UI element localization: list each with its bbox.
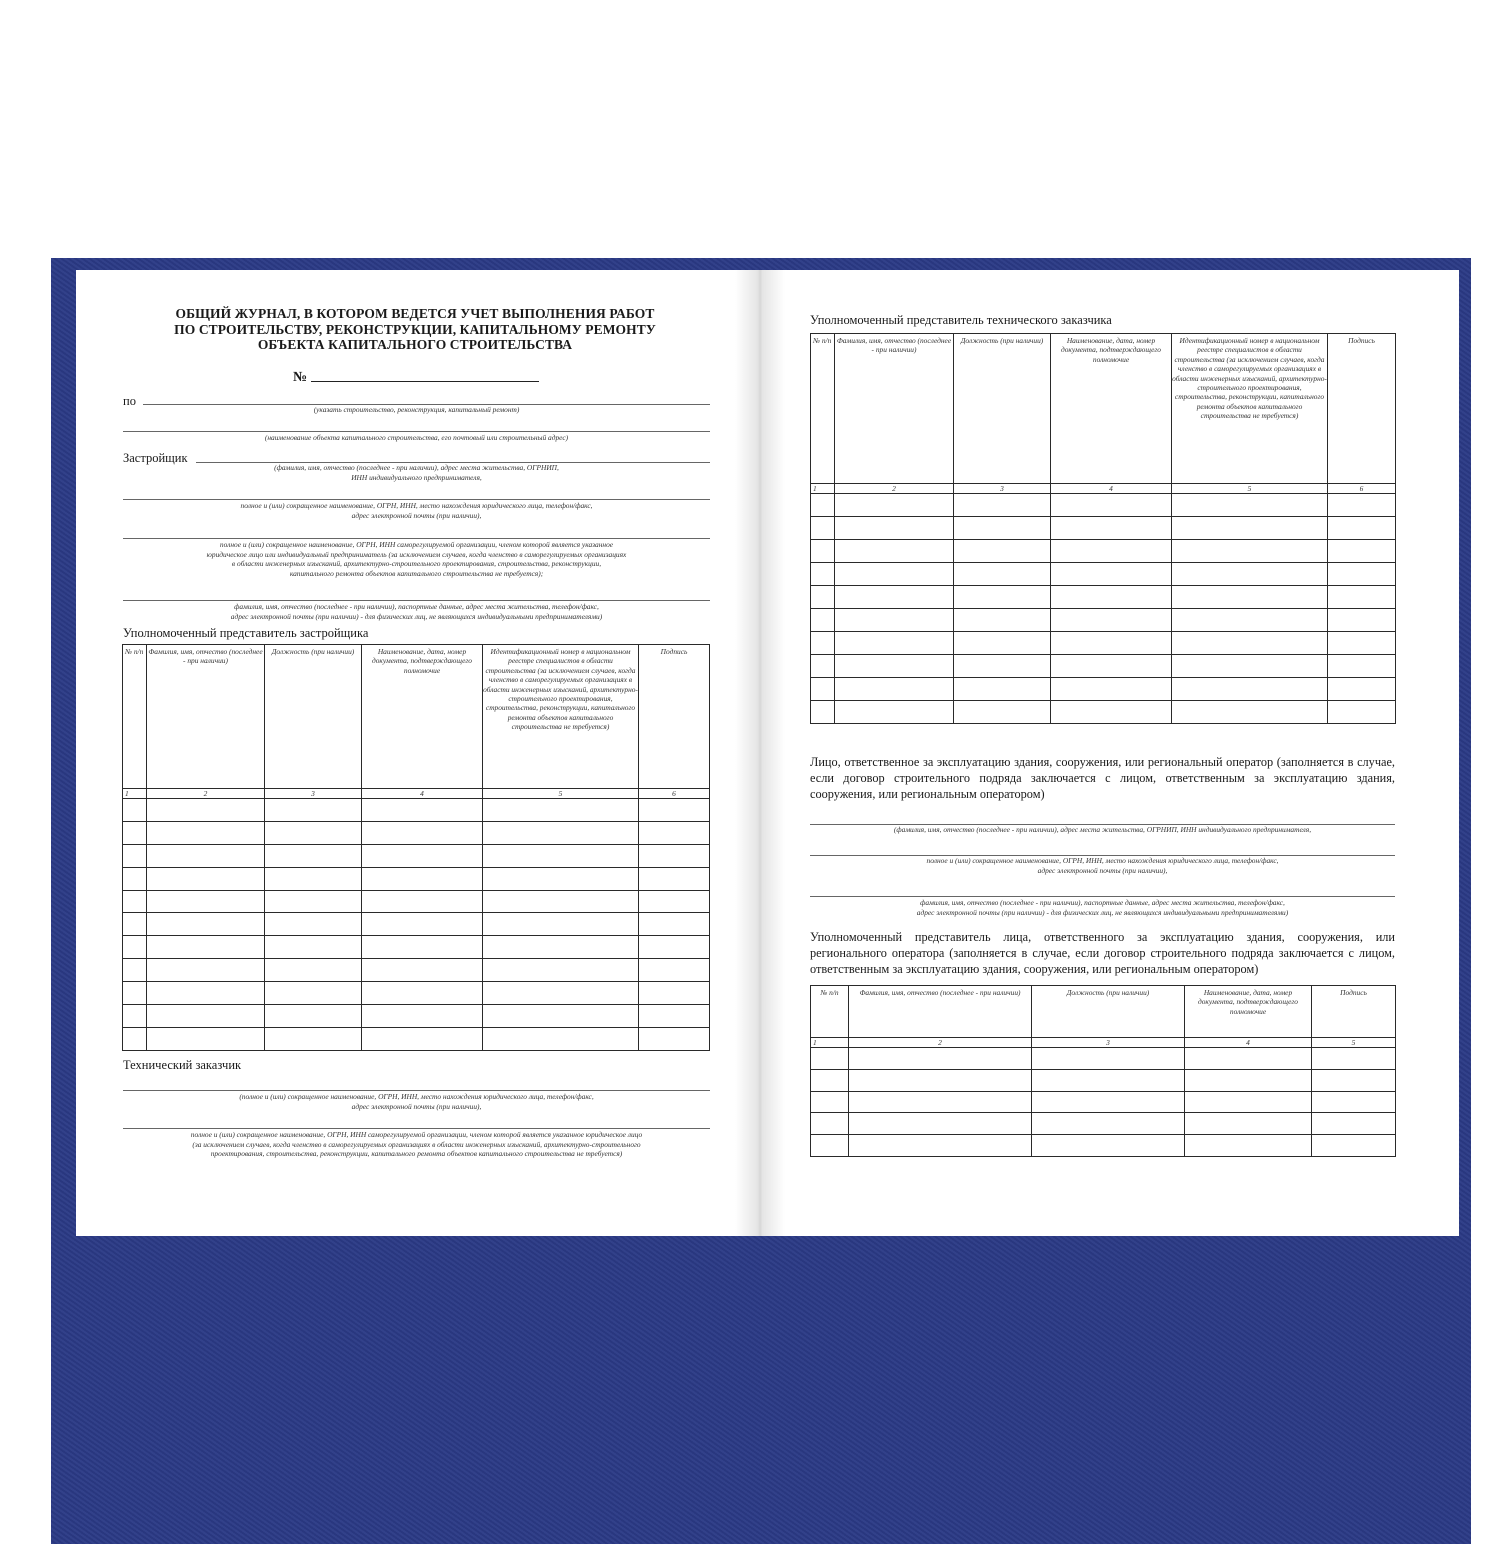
col-document-header: Наименование, дата, номер документа, подтверждающего полномочие bbox=[362, 645, 483, 789]
table-header-row bbox=[811, 986, 1396, 1038]
table-cell[interactable] bbox=[811, 609, 835, 632]
col-id-header: Идентификационный номер в национальном реестре специалистов в области строительства (за исключением случаев, когда членство в саморегулируемых организациях в области инженерных изысканий, архитектурно-строительного проектирования, строительства, реконструкции, капитального ремонта объектов капитального строительства не требуется) bbox=[1172, 334, 1328, 484]
table-cell[interactable] bbox=[362, 799, 483, 822]
table-row bbox=[811, 586, 1396, 609]
table-cell[interactable] bbox=[362, 1005, 483, 1028]
table-cell[interactable] bbox=[265, 799, 362, 822]
table-cell[interactable] bbox=[362, 913, 483, 936]
table-cell[interactable] bbox=[835, 701, 954, 724]
col-fio-header: Фамилия, имя, отчество (последнее - при наличии) bbox=[835, 334, 954, 484]
tech-rep-body bbox=[811, 494, 1396, 724]
col-document-header: Наименование, дата, номер документа, подтверждающего полномочие bbox=[1185, 986, 1312, 1038]
table-cell[interactable] bbox=[849, 1091, 1032, 1113]
table-cell[interactable] bbox=[639, 821, 710, 844]
zastr-sro-caption-4: капитального ремонта объектов капитального строительства не требуется); bbox=[289, 568, 544, 578]
table-cell[interactable] bbox=[1051, 678, 1172, 701]
table-cell[interactable] bbox=[1032, 1048, 1185, 1070]
table-cell[interactable] bbox=[1051, 540, 1172, 563]
table-cell[interactable] bbox=[123, 821, 147, 844]
operator-caption-1: (фамилия, имя, отчество (последнее - при наличии), адрес места жительства, ОГРНИП, ИНН индивидуального предпринимателя, bbox=[893, 825, 1312, 834]
table-cell[interactable] bbox=[362, 890, 483, 913]
operator-caption-4: фамилия, имя, отчество (последнее - при наличии), паспортные данные, адрес места жительства, телефон/факс, bbox=[920, 898, 1285, 907]
object-caption: (наименование объекта капитального строительства, его почтовый или строительный адрес) bbox=[264, 433, 569, 442]
table-cell[interactable] bbox=[811, 1091, 849, 1113]
table-cell[interactable] bbox=[1172, 678, 1328, 701]
table-row bbox=[123, 799, 710, 822]
table-cell[interactable] bbox=[811, 1048, 849, 1070]
table-cell[interactable] bbox=[811, 494, 835, 517]
col-num-header: № п/п bbox=[811, 334, 835, 484]
table-cell[interactable] bbox=[1328, 655, 1396, 678]
table-cell[interactable] bbox=[265, 982, 362, 1005]
col-signature-index: 5 bbox=[1312, 1038, 1396, 1048]
col-position-header: Должность (при наличии) bbox=[265, 645, 362, 789]
col-position-index: 3 bbox=[954, 484, 1051, 494]
table-cell[interactable] bbox=[811, 1135, 849, 1157]
table-cell[interactable] bbox=[1328, 494, 1396, 517]
table-cell[interactable] bbox=[1172, 609, 1328, 632]
operator-rep-paragraph: Уполномоченный представитель лица, ответственного за эксплуатацию здания, сооружения, или регионального оператора (заполняется в случае, если договор строительного подряда заключается с лицом, ответственным за эксплуатацию здания, сооружения, или региональным оператором) bbox=[810, 930, 1395, 976]
table-cell[interactable] bbox=[835, 563, 954, 586]
table-cell[interactable] bbox=[835, 494, 954, 517]
table-cell[interactable] bbox=[639, 844, 710, 867]
table-cell[interactable] bbox=[639, 867, 710, 890]
table-cell[interactable] bbox=[811, 678, 835, 701]
table-cell[interactable] bbox=[147, 936, 265, 959]
table-cell[interactable] bbox=[1328, 678, 1396, 701]
table-cell[interactable] bbox=[123, 959, 147, 982]
table-cell[interactable] bbox=[835, 678, 954, 701]
table-number-row bbox=[811, 484, 1396, 494]
col-fio-index: 2 bbox=[849, 1038, 1032, 1048]
po-caption: (указать строительство, реконструкция, капитальный ремонт) bbox=[313, 405, 520, 414]
table-cell[interactable] bbox=[362, 959, 483, 982]
table-number-row bbox=[811, 1038, 1396, 1048]
table-cell[interactable] bbox=[811, 632, 835, 655]
col-num-index: 1 bbox=[811, 1038, 849, 1048]
col-position-header: Должность (при наличии) bbox=[954, 334, 1051, 484]
table-cell[interactable] bbox=[147, 982, 265, 1005]
table-cell[interactable] bbox=[483, 890, 639, 913]
table-cell[interactable] bbox=[954, 563, 1051, 586]
table-cell[interactable] bbox=[639, 959, 710, 982]
table-cell[interactable] bbox=[123, 913, 147, 936]
zastr-sro-caption-1: полное и (или) сокращенное наименование, ОГРН, ИНН саморегулируемой организации, членом которой является указанное bbox=[219, 540, 614, 549]
table-cell[interactable] bbox=[639, 1027, 710, 1050]
table-cell[interactable] bbox=[954, 540, 1051, 563]
table-cell[interactable] bbox=[1312, 1135, 1396, 1157]
table-cell[interactable] bbox=[362, 821, 483, 844]
table-cell[interactable] bbox=[1312, 1113, 1396, 1135]
operator-paragraph: Лицо, ответственное за эксплуатацию здания, сооружения, или региональный оператор (заполняется в случае, если договор строительного подряда заключается с лицом, ответственным за эксплуатацию здания, сооружения, или региональным оператором) bbox=[810, 755, 1395, 801]
table-cell[interactable] bbox=[147, 844, 265, 867]
operator-caption-2: полное и (или) сокращенное наименование, ОГРН, ИНН, место нахождения юридического лица, телефон/факс, bbox=[926, 856, 1279, 865]
table-cell[interactable] bbox=[1185, 1113, 1312, 1135]
tech-rep-title: Уполномоченный представитель технического заказчика bbox=[810, 313, 1112, 327]
table-cell[interactable] bbox=[1328, 632, 1396, 655]
table-cell[interactable] bbox=[147, 821, 265, 844]
operator-caption-3: адрес электронной почты (при наличии), bbox=[1037, 865, 1168, 875]
table-cell[interactable] bbox=[835, 517, 954, 540]
table-cell[interactable] bbox=[483, 1005, 639, 1028]
title-line-2: ПО СТРОИТЕЛЬСТВУ, РЕКОНСТРУКЦИИ, КАПИТАЛЬНОМУ РЕМОНТУ bbox=[174, 321, 656, 337]
table-cell[interactable] bbox=[1312, 1069, 1396, 1091]
table-cell[interactable] bbox=[954, 632, 1051, 655]
table-row bbox=[811, 1135, 1396, 1157]
col-signature-header: Подпись bbox=[639, 645, 710, 789]
col-position-header: Должность (при наличии) bbox=[1032, 986, 1185, 1038]
table-cell[interactable] bbox=[1051, 632, 1172, 655]
table-cell[interactable] bbox=[954, 678, 1051, 701]
table-row bbox=[123, 913, 710, 936]
tech-customer-sro-caption-2: (за исключением случаев, когда членство в саморегулируемых организациях в области инженерных изысканий, архитектурно-строительного bbox=[192, 1139, 641, 1149]
table-cell[interactable] bbox=[811, 540, 835, 563]
table-cell[interactable] bbox=[639, 1005, 710, 1028]
table-cell[interactable] bbox=[1172, 517, 1328, 540]
journal-title bbox=[120, 306, 710, 353]
zastr-sro-caption-2: юридическое лицо или индивидуальный предприниматель (за исключением случаев, когда членство в саморегулируемых организациях bbox=[206, 549, 627, 559]
table-cell[interactable] bbox=[1312, 1091, 1396, 1113]
table-cell[interactable] bbox=[123, 890, 147, 913]
col-signature-header: Подпись bbox=[1312, 986, 1396, 1038]
table-cell[interactable] bbox=[811, 1113, 849, 1135]
table-cell[interactable] bbox=[835, 609, 954, 632]
table-cell[interactable] bbox=[483, 821, 639, 844]
col-signature-index: 6 bbox=[1328, 484, 1396, 494]
table-cell[interactable] bbox=[1185, 1048, 1312, 1070]
col-fio-index: 2 bbox=[835, 484, 954, 494]
col-signature-header: Подпись bbox=[1328, 334, 1396, 484]
table-cell[interactable] bbox=[835, 540, 954, 563]
table-cell[interactable] bbox=[835, 586, 954, 609]
table-row bbox=[811, 609, 1396, 632]
table-number-row bbox=[123, 789, 710, 799]
operator-phys-field[interactable] bbox=[810, 896, 1395, 897]
table-cell[interactable] bbox=[123, 936, 147, 959]
zastr-phys-caption-2: адрес электронной почты (при наличии) - для физических лиц, не являющихся индивидуальными предпринимателями) bbox=[230, 611, 603, 621]
col-id-header: Идентификационный номер в национальном реестре специалистов в области строительства (за исключением случаев, когда членство в саморегулируемых организациях в области инженерных изысканий, архитектурно-строительного проектирования, строительства, реконструкции, капитального ремонта объектов капитального строительства не требуется) bbox=[483, 645, 639, 789]
journal-number-field[interactable] bbox=[311, 381, 539, 382]
operator-phys-caption bbox=[810, 898, 1395, 917]
table-row bbox=[123, 890, 710, 913]
table-cell[interactable] bbox=[639, 799, 710, 822]
table-cell[interactable] bbox=[483, 867, 639, 890]
po-label: по bbox=[123, 394, 136, 408]
table-cell[interactable] bbox=[147, 867, 265, 890]
tech-rep-table bbox=[810, 333, 1396, 724]
table-cell[interactable] bbox=[1032, 1091, 1185, 1113]
table-cell[interactable] bbox=[1172, 701, 1328, 724]
table-cell[interactable] bbox=[147, 799, 265, 822]
table-cell[interactable] bbox=[1051, 609, 1172, 632]
table-cell[interactable] bbox=[811, 517, 835, 540]
table-row bbox=[811, 655, 1396, 678]
tech-customer-sro-caption-3: проектирования, строительства, реконструкции, капитального ремонта объектов капитального строительства не требуется) bbox=[210, 1149, 623, 1159]
table-cell[interactable] bbox=[1328, 517, 1396, 540]
table-cell[interactable] bbox=[811, 586, 835, 609]
table-cell[interactable] bbox=[835, 632, 954, 655]
table-cell[interactable] bbox=[265, 1005, 362, 1028]
table-row bbox=[811, 494, 1396, 517]
table-row bbox=[811, 1048, 1396, 1070]
table-cell[interactable] bbox=[811, 1069, 849, 1091]
table-row bbox=[123, 936, 710, 959]
col-fio-header: Фамилия, имя, отчество (последнее - при наличии) bbox=[849, 986, 1032, 1038]
table-cell[interactable] bbox=[849, 1048, 1032, 1070]
table-cell[interactable] bbox=[1185, 1069, 1312, 1091]
zastr-caption bbox=[123, 463, 710, 482]
title-line-3: ОБЪЕКТА КАПИТАЛЬНОГО СТРОИТЕЛЬСТВА bbox=[257, 337, 573, 352]
table-cell[interactable] bbox=[483, 913, 639, 936]
table-cell[interactable] bbox=[1032, 1113, 1185, 1135]
table-cell[interactable] bbox=[483, 844, 639, 867]
table-row bbox=[811, 563, 1396, 586]
table-cell[interactable] bbox=[265, 821, 362, 844]
col-num-index: 1 bbox=[811, 484, 835, 494]
table-row bbox=[123, 959, 710, 982]
col-document-header: Наименование, дата, номер документа, подтверждающего полномочие bbox=[1051, 334, 1172, 484]
zastr-legal-field[interactable] bbox=[123, 499, 710, 500]
table-row bbox=[123, 867, 710, 890]
zastr-rep-body bbox=[123, 799, 710, 1051]
table-cell[interactable] bbox=[265, 867, 362, 890]
tech-customer-title: Технический заказчик bbox=[123, 1058, 242, 1072]
table-cell[interactable] bbox=[1051, 517, 1172, 540]
table-cell[interactable] bbox=[1172, 540, 1328, 563]
table-cell[interactable] bbox=[639, 890, 710, 913]
zastr-sro-caption bbox=[123, 540, 710, 578]
zastr-rep-title: Уполномоченный представитель застройщика bbox=[123, 626, 369, 640]
table-row bbox=[123, 1005, 710, 1028]
table-cell[interactable] bbox=[147, 890, 265, 913]
operator-rep-table bbox=[810, 985, 1396, 1157]
table-cell[interactable] bbox=[811, 701, 835, 724]
table-cell[interactable] bbox=[954, 701, 1051, 724]
table-cell[interactable] bbox=[362, 1027, 483, 1050]
table-cell[interactable] bbox=[1312, 1048, 1396, 1070]
table-cell[interactable] bbox=[639, 982, 710, 1005]
table-cell[interactable] bbox=[123, 799, 147, 822]
table-cell[interactable] bbox=[123, 982, 147, 1005]
zastr-sro-caption-3: в области инженерных изысканий, архитектурно-строительного проектирования, строительства, реконструкции, bbox=[231, 559, 602, 569]
table-cell[interactable] bbox=[123, 867, 147, 890]
table-cell[interactable] bbox=[483, 1027, 639, 1050]
table-cell[interactable] bbox=[849, 1135, 1032, 1157]
tech-customer-sro-caption-1: полное и (или) сокращенное наименование, ОГРН, ИНН саморегулируемой организации, членом которой является указанное юридическое лицо bbox=[190, 1130, 643, 1139]
title-line-1: ОБЩИЙ ЖУРНАЛ, В КОТОРОМ ВЕДЕТСЯ УЧЕТ ВЫПОЛНЕНИЯ РАБОТ bbox=[175, 306, 655, 321]
table-cell[interactable] bbox=[362, 867, 483, 890]
table-cell[interactable] bbox=[1328, 609, 1396, 632]
table-cell[interactable] bbox=[1172, 494, 1328, 517]
table-row bbox=[811, 678, 1396, 701]
operator-legal-caption bbox=[810, 856, 1395, 875]
col-num-index: 1 bbox=[123, 789, 147, 799]
table-cell[interactable] bbox=[265, 890, 362, 913]
table-cell[interactable] bbox=[1172, 563, 1328, 586]
tech-customer-field[interactable] bbox=[123, 1090, 710, 1091]
col-document-index: 4 bbox=[362, 789, 483, 799]
operator-caption-5: адрес электронной почты (при наличии) - для физических лиц, не являющихся индивидуальными предпринимателями) bbox=[916, 907, 1289, 917]
table-cell[interactable] bbox=[123, 1005, 147, 1028]
table-cell[interactable] bbox=[1032, 1069, 1185, 1091]
table-cell[interactable] bbox=[265, 844, 362, 867]
col-position-index: 3 bbox=[265, 789, 362, 799]
tech-customer-caption-2: адрес электронной почты (при наличии), bbox=[351, 1101, 482, 1111]
journal-number-label: № bbox=[293, 370, 308, 385]
table-row bbox=[123, 821, 710, 844]
col-document-index: 4 bbox=[1185, 1038, 1312, 1048]
table-cell[interactable] bbox=[362, 936, 483, 959]
col-num-header: № п/п bbox=[811, 986, 849, 1038]
zastr-phys-caption bbox=[123, 602, 710, 621]
table-cell[interactable] bbox=[954, 586, 1051, 609]
table-cell[interactable] bbox=[849, 1113, 1032, 1135]
table-cell[interactable] bbox=[1051, 701, 1172, 724]
table-cell[interactable] bbox=[639, 913, 710, 936]
table-cell[interactable] bbox=[1051, 586, 1172, 609]
table-cell[interactable] bbox=[362, 982, 483, 1005]
col-id-index: 5 bbox=[1172, 484, 1328, 494]
table-cell[interactable] bbox=[265, 1027, 362, 1050]
table-row bbox=[811, 517, 1396, 540]
col-fio-header: Фамилия, имя, отчество (последнее - при наличии) bbox=[147, 645, 265, 789]
table-cell[interactable] bbox=[483, 982, 639, 1005]
zastr-legal-caption-1: полное и (или) сокращенное наименование, ОГРН, ИНН, место нахождения юридического лица, телефон/факс, bbox=[240, 501, 593, 510]
tech-customer-sro-field[interactable] bbox=[123, 1128, 710, 1129]
object-field[interactable] bbox=[123, 431, 710, 432]
table-cell[interactable] bbox=[954, 609, 1051, 632]
col-num-header: № п/п bbox=[123, 645, 147, 789]
zastr-rep-table bbox=[122, 644, 710, 1051]
table-row bbox=[811, 1091, 1396, 1113]
table-cell[interactable] bbox=[1032, 1135, 1185, 1157]
table-cell[interactable] bbox=[835, 655, 954, 678]
table-cell[interactable] bbox=[1172, 632, 1328, 655]
table-cell[interactable] bbox=[483, 936, 639, 959]
col-id-index: 5 bbox=[483, 789, 639, 799]
col-document-index: 4 bbox=[1051, 484, 1172, 494]
tech-customer-caption-1: (полное и (или) сокращенное наименование, ОГРН, ИНН, место нахождения юридического лица, телефон/факс, bbox=[239, 1092, 594, 1101]
table-header-row bbox=[811, 334, 1396, 484]
col-position-index: 3 bbox=[1032, 1038, 1185, 1048]
table-cell[interactable] bbox=[483, 959, 639, 982]
table-cell[interactable] bbox=[954, 517, 1051, 540]
table-cell[interactable] bbox=[265, 913, 362, 936]
table-cell[interactable] bbox=[1328, 563, 1396, 586]
table-cell[interactable] bbox=[1051, 563, 1172, 586]
table-cell[interactable] bbox=[1328, 586, 1396, 609]
table-row bbox=[811, 540, 1396, 563]
table-cell[interactable] bbox=[1172, 586, 1328, 609]
table-cell[interactable] bbox=[147, 1027, 265, 1050]
table-row bbox=[811, 701, 1396, 724]
table-row bbox=[123, 982, 710, 1005]
table-cell[interactable] bbox=[954, 655, 1051, 678]
table-cell[interactable] bbox=[811, 563, 835, 586]
zastr-label: Застройщик bbox=[123, 451, 188, 465]
table-cell[interactable] bbox=[811, 655, 835, 678]
table-row bbox=[811, 1113, 1396, 1135]
table-row bbox=[123, 844, 710, 867]
table-cell[interactable] bbox=[1328, 540, 1396, 563]
table-cell[interactable] bbox=[1185, 1135, 1312, 1157]
zastr-phys-caption-1: фамилия, имя, отчество (последнее - при наличии), паспортные данные, адрес места жительства, телефон/факс, bbox=[234, 602, 599, 611]
zastr-caption-1: (фамилия, имя, отчество (последнее - при наличии), адрес места жительства, ОГРНИП, bbox=[274, 463, 559, 472]
table-cell[interactable] bbox=[147, 1005, 265, 1028]
table-cell[interactable] bbox=[265, 959, 362, 982]
zastr-sro-field[interactable] bbox=[123, 538, 710, 539]
table-cell[interactable] bbox=[639, 936, 710, 959]
table-cell[interactable] bbox=[1051, 655, 1172, 678]
zastr-legal-caption bbox=[123, 501, 710, 520]
table-cell[interactable] bbox=[849, 1069, 1032, 1091]
table-cell[interactable] bbox=[362, 844, 483, 867]
zastr-caption-2: ИНН индивидуального предпринимателя, bbox=[351, 472, 482, 482]
table-cell[interactable] bbox=[123, 844, 147, 867]
table-cell[interactable] bbox=[954, 494, 1051, 517]
col-fio-index: 2 bbox=[147, 789, 265, 799]
table-cell[interactable] bbox=[1328, 701, 1396, 724]
operator-rep-body bbox=[811, 1048, 1396, 1157]
table-cell[interactable] bbox=[147, 913, 265, 936]
table-cell[interactable] bbox=[123, 1027, 147, 1050]
table-cell[interactable] bbox=[265, 936, 362, 959]
zastr-phys-field[interactable] bbox=[123, 600, 710, 601]
table-cell[interactable] bbox=[483, 799, 639, 822]
table-cell[interactable] bbox=[1051, 494, 1172, 517]
col-signature-index: 6 bbox=[639, 789, 710, 799]
table-cell[interactable] bbox=[147, 959, 265, 982]
table-row bbox=[811, 1069, 1396, 1091]
tech-customer-caption bbox=[123, 1092, 710, 1111]
table-row bbox=[811, 632, 1396, 655]
zastr-legal-caption-2: адрес электронной почты (при наличии), bbox=[351, 510, 482, 520]
tech-customer-sro-caption bbox=[123, 1130, 710, 1159]
table-cell[interactable] bbox=[1172, 655, 1328, 678]
table-header-row bbox=[123, 645, 710, 789]
table-row bbox=[123, 1027, 710, 1050]
table-cell[interactable] bbox=[1185, 1091, 1312, 1113]
